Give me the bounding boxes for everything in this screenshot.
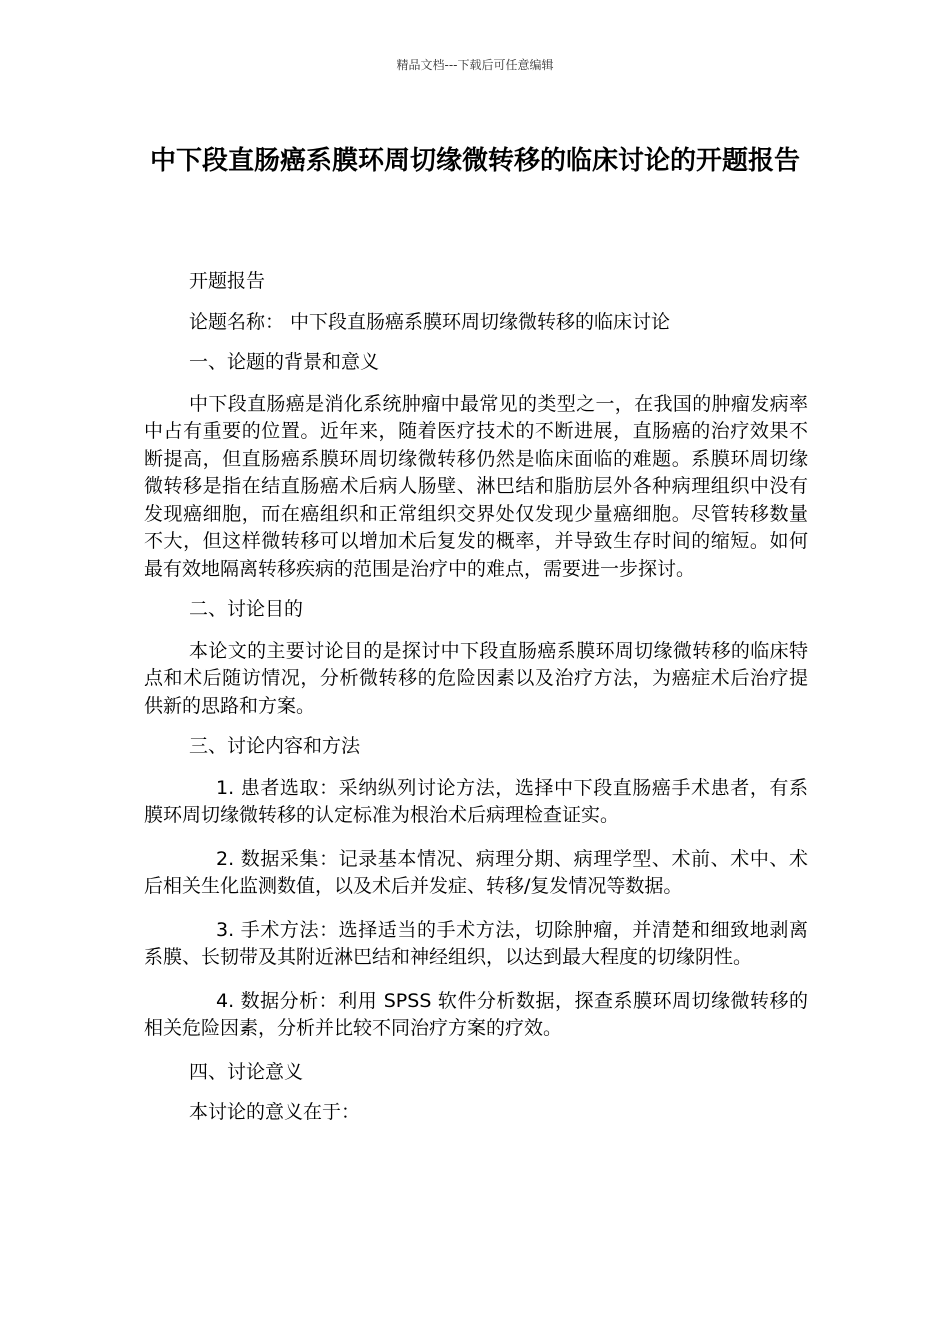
header-note: 精品文档---下载后可任意编辑 bbox=[396, 58, 554, 72]
section-heading-purpose: 二、讨论目的 bbox=[189, 598, 304, 620]
method-item-3: 3. 手术方法：选择适当的手术方法，切除肿瘤，并清楚和细致地剥离系膜、长韧带及其附近淋巴结和神经组织，以达到最大程度的切缘阴性。 bbox=[144, 918, 808, 968]
method-item-4: 4. 数据分析：利用 SPSS 软件分析数据，探查系膜环周切缘微转移的相关危险因素，分析并比较不同治疗方案的疗效。 bbox=[144, 989, 808, 1039]
method-item-2: 2. 数据采集：记录基本情况、病理分期、病理学型、术前、术中、术后相关生化监测数值，以及术后并发症、转移/复发情况等数据。 bbox=[144, 847, 808, 897]
document-title: 中下段直肠癌系膜环周切缘微转移的临床讨论的开题报告 bbox=[149, 146, 800, 176]
topic-line: 论题名称： 中下段直肠癌系膜环周切缘微转移的临床讨论 bbox=[189, 310, 671, 333]
section-heading-methods: 三、讨论内容和方法 bbox=[189, 735, 361, 757]
method-item-1: 1. 患者选取：采纳纵列讨论方法，选择中下段直肠癌手术患者，有系膜环周切缘微转移的认定标准为根治术后病理检查证实。 bbox=[144, 776, 808, 826]
paragraph-purpose: 本论文的主要讨论目的是探讨中下段直肠癌系膜环周切缘微转移的临床特点和术后随访情况，分析微转移的危险因素以及治疗方法，为癌症术后治疗提供新的思路和方案。 bbox=[144, 639, 808, 717]
significance-intro: 本讨论的意义在于： bbox=[189, 1101, 361, 1123]
section-heading-background: 一、论题的背景和意义 bbox=[189, 351, 380, 373]
section-heading-significance: 四、讨论意义 bbox=[189, 1060, 304, 1083]
paragraph-background: 中下段直肠癌是消化系统肿瘤中最常见的类型之一，在我国的肿瘤发病率中占有重要的位置。近年来，随着医疗技术的不断进展，直肠癌的治疗效果不断提高，但直肠癌系膜环周切缘微转移仍然是临床面临的难题。系膜环周切缘微转移是指在结直肠癌术后病人肠壁、淋巴结和脂肪层外各种病理组织中没有发现癌细胞，而在癌组织和正常组织交界处仅发现少量癌细胞。尽管转移数量不大，但这样微转移可以增加术后复发的概率，并导致生存时间的缩短。如何最有效地隔离转移疾病的范围是治疗中的难点，需要进一步探讨。 bbox=[144, 392, 808, 580]
report-label: 开题报告 bbox=[189, 270, 266, 292]
document-body bbox=[144, 268, 808, 1127]
